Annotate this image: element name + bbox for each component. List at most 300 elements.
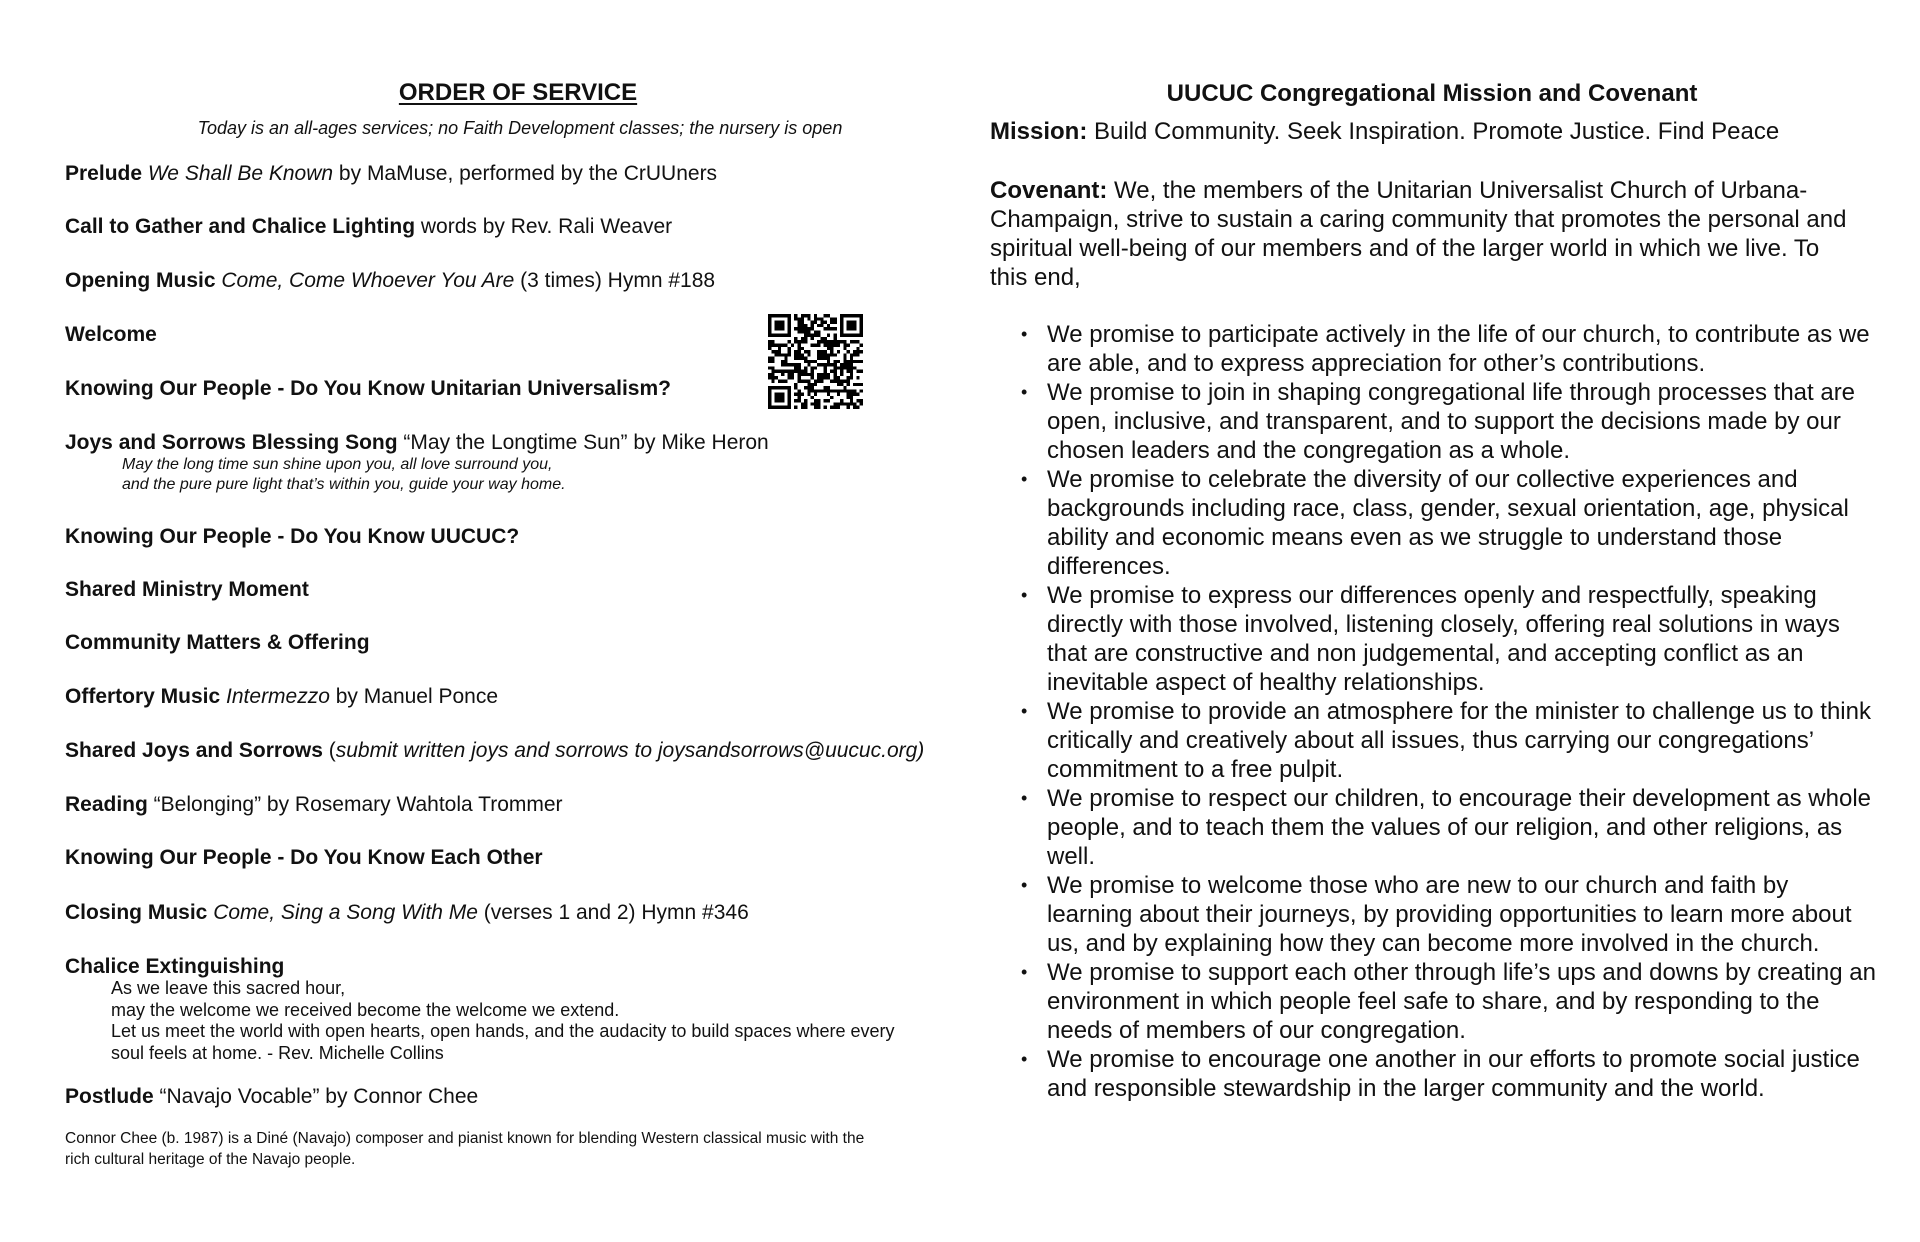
qr-module: [817, 330, 820, 333]
qr-module: [817, 363, 820, 366]
qr-module: [768, 373, 771, 376]
qr-module: [807, 363, 810, 366]
qr-module: [797, 343, 800, 346]
qr-module: [847, 370, 850, 373]
qr-module: [860, 399, 863, 402]
footnote-line: Connor Chee (b. 1987) is a Diné (Navajo) composer and pianist known for blending Western classical music with the: [65, 1130, 865, 1147]
qr-module: [814, 314, 817, 317]
qr-module: [791, 370, 794, 373]
item-heading: Knowing Our People - Do You Know Unitarian Universalism?: [65, 377, 671, 400]
qr-module: [837, 393, 840, 396]
qr-module: [856, 399, 859, 402]
qr-module: [843, 347, 846, 350]
qr-module: [830, 363, 833, 366]
chalice-line: As we leave this sacred hour,: [111, 978, 346, 998]
qr-module: [856, 347, 859, 350]
footnote-line: rich cultural heritage of the Navajo people.: [65, 1151, 356, 1168]
qr-module: [827, 324, 830, 327]
qr-module: [811, 337, 814, 340]
qr-module: [830, 343, 833, 346]
promise-item: • We promise to welcome those who are new to our church and faith by learning about their journeys, by providing opportunities to learn more about us, and by explaining how they can become more involved in the church.: [1021, 871, 1876, 958]
qr-module: [811, 396, 814, 399]
qr-module: [817, 406, 820, 409]
service-item: [65, 525, 519, 549]
qr-module: [807, 393, 810, 396]
qr-module: [840, 383, 843, 386]
qr-module: [771, 343, 774, 346]
item-heading: Joys and Sorrows Blessing Song: [65, 431, 398, 454]
qr-module: [856, 360, 859, 363]
qr-module: [820, 337, 823, 340]
qr-module: [801, 380, 804, 383]
qr-module: [843, 402, 846, 405]
item-detail: “May the Longtime Sun” by Mike Heron: [397, 431, 769, 454]
qr-module: [817, 317, 820, 320]
qr-module: [837, 389, 840, 392]
qr-module: [850, 363, 853, 366]
promise-item: • We promise to express our differences openly and respectfully, speaking directly with those involved, listening closely, offering real solutions in ways that are constructive and non judgemental, and accepting conflict as an inevitable aspect of healthy relationships.: [1021, 581, 1876, 697]
item-heading: Prelude: [65, 162, 143, 185]
qr-module: [788, 347, 791, 350]
qr-module: [827, 373, 830, 376]
qr-module: [775, 350, 778, 353]
qr-module: [788, 373, 791, 376]
qr-module: [791, 363, 794, 366]
qr-module: [771, 380, 774, 383]
qr-module: [797, 363, 800, 366]
qr-module: [853, 393, 856, 396]
qr-module: [824, 350, 827, 353]
qr-module: [820, 380, 823, 383]
qr-module: [804, 373, 807, 376]
qr-module: [791, 373, 794, 376]
qr-module: [814, 334, 817, 337]
qr-module: [804, 399, 807, 402]
qr-module: [784, 360, 787, 363]
qr-module: [840, 340, 843, 343]
qr-module: [856, 350, 859, 353]
qr-module: [804, 370, 807, 373]
qr-module: [817, 334, 820, 337]
qr-module: [856, 340, 859, 343]
qr-module: [850, 373, 853, 376]
qr-module: [853, 402, 856, 405]
item-title: Intermezzo: [220, 685, 330, 708]
qr-module: [814, 406, 817, 409]
qr-module: [834, 317, 837, 320]
qr-module: [847, 389, 850, 392]
qr-module: [843, 343, 846, 346]
qr-module: [847, 406, 850, 409]
qr-module: [830, 350, 833, 353]
blessing-verse: [122, 455, 566, 495]
qr-module: [811, 389, 814, 392]
qr-module: [814, 343, 817, 346]
qr-module: [811, 402, 814, 405]
service-item: [65, 269, 715, 293]
qr-module: [834, 380, 837, 383]
qr-module: [801, 370, 804, 373]
item-detail: by Manuel Ponce: [329, 685, 499, 708]
qr-module: [837, 366, 840, 369]
qr-module: [801, 337, 804, 340]
qr-module: [840, 363, 843, 366]
qr-module: [768, 366, 771, 369]
qr-module: [824, 386, 827, 389]
qr-module: [824, 353, 827, 356]
qr-module: [771, 360, 774, 363]
qr-module: [801, 324, 804, 327]
qr-module: [797, 366, 800, 369]
qr-module: [781, 363, 784, 366]
qr-module: [797, 330, 800, 333]
qr-module: [834, 370, 837, 373]
qr-module: [856, 383, 859, 386]
item-heading: Community Matters & Offering: [65, 631, 370, 654]
qr-module: [847, 343, 850, 346]
qr-module: [856, 370, 859, 373]
qr-module: [814, 393, 817, 396]
qr-module: [853, 366, 856, 369]
qr-module: [811, 324, 814, 327]
qr-module: [860, 389, 863, 392]
qr-module: [794, 350, 797, 353]
qr-module: [807, 373, 810, 376]
qr-module: [797, 389, 800, 392]
qr-module: [853, 383, 856, 386]
item-title: Come, Come Whoever You Are: [215, 269, 515, 292]
qr-module: [807, 360, 810, 363]
item-heading: Offertory Music: [65, 685, 221, 708]
qr-module: [797, 324, 800, 327]
qr-module: [797, 340, 800, 343]
qr-module: [834, 402, 837, 405]
item-title: We Shall Be Known: [142, 162, 334, 185]
service-item: [65, 323, 157, 347]
qr-module: [811, 386, 814, 389]
qr-module: [804, 386, 807, 389]
qr-module: [820, 363, 823, 366]
service-note: Today is an all-ages services; no Faith Development classes; the nursery is open: [197, 118, 843, 138]
mission-covenant-title: UUCUC Congregational Mission and Covenant: [1166, 80, 1698, 107]
verse-line: May the long time sun shine upon you, all love surround you,: [122, 456, 553, 473]
qr-module: [797, 347, 800, 350]
qr-module: [788, 376, 791, 379]
qr-module: [807, 353, 810, 356]
item-detail: “Navajo Vocable” by Connor Chee: [153, 1085, 479, 1108]
qr-module: [814, 402, 817, 405]
qr-module: [850, 402, 853, 405]
qr-module: [778, 343, 781, 346]
qr-module: [820, 373, 823, 376]
qr-module: [807, 314, 810, 317]
qr-module: [820, 389, 823, 392]
qr-module: [837, 360, 840, 363]
qr-module: [820, 324, 823, 327]
qr-module: [768, 347, 771, 350]
qr-module: [794, 317, 797, 320]
qr-module: [837, 383, 840, 386]
qr-module: [843, 363, 846, 366]
qr-module: [768, 357, 771, 360]
qr-module: [850, 393, 853, 396]
qr-module: [791, 343, 794, 346]
qr-module: [847, 350, 850, 353]
promise-item: • We promise to encourage one another in our efforts to promote social justice and responsible stewardship in the larger community and the world.: [1021, 1045, 1876, 1103]
qr-module: [791, 376, 794, 379]
qr-module: [775, 321, 785, 331]
qr-module: [794, 370, 797, 373]
qr-module: [827, 386, 830, 389]
qr-module: [830, 370, 833, 373]
qr-module: [811, 334, 814, 337]
item-title: Come, Sing a Song With Me: [207, 901, 478, 924]
qr-module: [801, 353, 804, 356]
qr-module: [853, 406, 856, 409]
qr-module: [847, 360, 850, 363]
qr-module: [834, 334, 837, 337]
item-heading: Shared Joys and Sorrows: [65, 739, 323, 762]
item-note: submit written joys and sorrows to joysandsorrows@uucuc.org): [335, 739, 925, 762]
qr-module: [860, 383, 863, 386]
qr-module: [794, 366, 797, 369]
qr-module: [824, 399, 827, 402]
service-item: [65, 793, 563, 817]
qr-module: [801, 406, 804, 409]
qr-module: [775, 393, 785, 403]
qr-module: [801, 393, 804, 396]
qr-module: [797, 399, 800, 402]
qr-module: [827, 340, 830, 343]
item-heading: Opening Music: [65, 269, 216, 292]
qr-module: [814, 383, 817, 386]
qr-module: [860, 343, 863, 346]
qr-module: [827, 347, 830, 350]
qr-module: [794, 357, 797, 360]
qr-module: [804, 350, 807, 353]
qr-module: [817, 340, 820, 343]
qr-module: [827, 399, 830, 402]
qr-module: [834, 327, 837, 330]
qr-module: [843, 380, 846, 383]
service-item: [65, 431, 769, 455]
qr-module: [811, 383, 814, 386]
qr-module: [834, 353, 837, 356]
qr-module: [820, 376, 823, 379]
qr-module: [788, 350, 791, 353]
qr-module: [830, 389, 833, 392]
qr-module: [830, 340, 833, 343]
qr-module: [834, 321, 837, 324]
qr-module: [824, 340, 827, 343]
qr-module: [820, 353, 823, 356]
qr-module: [860, 350, 863, 353]
qr-module: [807, 327, 810, 330]
qr-module: [853, 389, 856, 392]
qr-module: [824, 337, 827, 340]
qr-module: [827, 360, 830, 363]
item-detail: (: [322, 739, 336, 762]
qr-module: [788, 370, 791, 373]
qr-module: [834, 340, 837, 343]
service-item: [65, 162, 717, 186]
qr-module: [843, 389, 846, 392]
qr-module: [824, 373, 827, 376]
qr-module: [801, 373, 804, 376]
qr-module: [850, 370, 853, 373]
qr-module: [843, 386, 846, 389]
qr-module: [837, 343, 840, 346]
qr-module: [834, 389, 837, 392]
qr-module: [843, 357, 846, 360]
qr-module: [804, 314, 807, 317]
qr-module: [824, 406, 827, 409]
qr-module: [824, 363, 827, 366]
qr-module: [784, 380, 787, 383]
chalice-words: [111, 978, 894, 1064]
qr-module: [794, 399, 797, 402]
qr-module: [797, 370, 800, 373]
qr-module: [834, 363, 837, 366]
qr-module: [834, 343, 837, 346]
qr-module: [827, 334, 830, 337]
qr-module: [814, 380, 817, 383]
qr-module: [794, 383, 797, 386]
service-item: [65, 739, 924, 763]
qr-module: [775, 343, 778, 346]
qr-module: [824, 343, 827, 346]
qr-module: [850, 396, 853, 399]
qr-module: [811, 370, 814, 373]
qr-module: [807, 317, 810, 320]
qr-module: [811, 327, 814, 330]
qr-module: [797, 317, 800, 320]
qr-module: [771, 366, 774, 369]
qr-module: [801, 340, 804, 343]
qr-module: [814, 330, 817, 333]
item-detail: “Belonging” by Rosemary Wahtola Trommer: [147, 793, 563, 816]
qr-module: [827, 327, 830, 330]
qr-module: [843, 360, 846, 363]
qr-module: [794, 353, 797, 356]
qr-module: [804, 406, 807, 409]
qr-module: [797, 376, 800, 379]
qr-module: [781, 370, 784, 373]
qr-module: [804, 334, 807, 337]
service-item: [65, 846, 543, 870]
qr-module: [794, 337, 797, 340]
qr-module: [768, 360, 771, 363]
qr-module: [827, 376, 830, 379]
qr-module: [797, 321, 800, 324]
mission-text: Build Community. Seek Inspiration. Promote Justice. Find Peace: [1087, 118, 1780, 145]
qr-module: [814, 389, 817, 392]
service-item: [65, 685, 498, 709]
qr-module: [830, 406, 833, 409]
qr-module: [794, 327, 797, 330]
qr-module: [807, 380, 810, 383]
order-of-service-title: ORDER OF SERVICE: [398, 79, 638, 106]
qr-module: [781, 360, 784, 363]
qr-module: [817, 350, 820, 353]
qr-module: [847, 321, 857, 331]
qr-module: [840, 389, 843, 392]
qr-module: [856, 353, 859, 356]
item-detail: by MaMuse, performed by the CrUUners: [333, 162, 718, 185]
qr-module: [771, 373, 774, 376]
service-item: [65, 215, 672, 239]
promise-item: • We promise to provide an atmosphere for the minister to challenge us to think critically and creatively about all issues, thus carrying our congregations’ commitment to a free pulpit.: [1021, 697, 1876, 784]
qr-module: [781, 373, 784, 376]
qr-module: [778, 380, 781, 383]
qr-module: [847, 366, 850, 369]
item-detail: (3 times) Hymn #188: [514, 269, 716, 292]
qr-module: [804, 360, 807, 363]
qr-module: [784, 353, 787, 356]
qr-module: [853, 340, 856, 343]
item-heading: Call to Gather and Chalice Lighting: [65, 215, 416, 238]
chalice-line: may the welcome we received become the welcome we extend.: [111, 999, 620, 1020]
qr-code[interactable]: [768, 314, 863, 409]
qr-module: [850, 360, 853, 363]
qr-module: [830, 380, 833, 383]
item-heading: Shared Ministry Moment: [65, 578, 309, 601]
qr-module: [834, 373, 837, 376]
qr-module: [804, 402, 807, 405]
qr-module: [804, 327, 807, 330]
qr-module: [847, 402, 850, 405]
qr-module: [824, 389, 827, 392]
chalice-line: Let us meet the world with open hearts, open hands, and the audacity to build spaces where every: [111, 1021, 895, 1041]
qr-module: [807, 330, 810, 333]
covenant-promises: [1021, 320, 1876, 1103]
qr-module: [834, 406, 837, 409]
qr-module: [850, 340, 853, 343]
qr-module: [797, 393, 800, 396]
qr-module: [830, 396, 833, 399]
qr-module: [801, 402, 804, 405]
qr-module: [840, 380, 843, 383]
qr-module: [830, 347, 833, 350]
qr-module: [814, 321, 817, 324]
qr-module: [807, 383, 810, 386]
qr-module: [843, 353, 846, 356]
qr-module: [834, 360, 837, 363]
qr-module: [811, 360, 814, 363]
qr-module: [768, 340, 771, 343]
promise-item: • We promise to participate actively in the life of our church, to contribute as we are able, and to express appreciation for other’s contributions.: [1021, 320, 1876, 378]
qr-module: [771, 376, 774, 379]
qr-module: [824, 357, 827, 360]
qr-module: [830, 321, 833, 324]
qr-module: [817, 353, 820, 356]
qr-module: [824, 314, 827, 317]
mission-label: Mission:: [990, 118, 1088, 145]
qr-module: [814, 399, 817, 402]
service-item: [65, 1085, 478, 1109]
qr-module: [768, 343, 771, 346]
qr-module: [794, 393, 797, 396]
service-item: [65, 578, 309, 602]
qr-module: [804, 357, 807, 360]
qr-module: [771, 350, 774, 353]
qr-module: [801, 347, 804, 350]
qr-module: [847, 363, 850, 366]
item-heading: Reading: [65, 793, 148, 816]
qr-module: [856, 376, 859, 379]
qr-module: [837, 406, 840, 409]
qr-module: [811, 321, 814, 324]
